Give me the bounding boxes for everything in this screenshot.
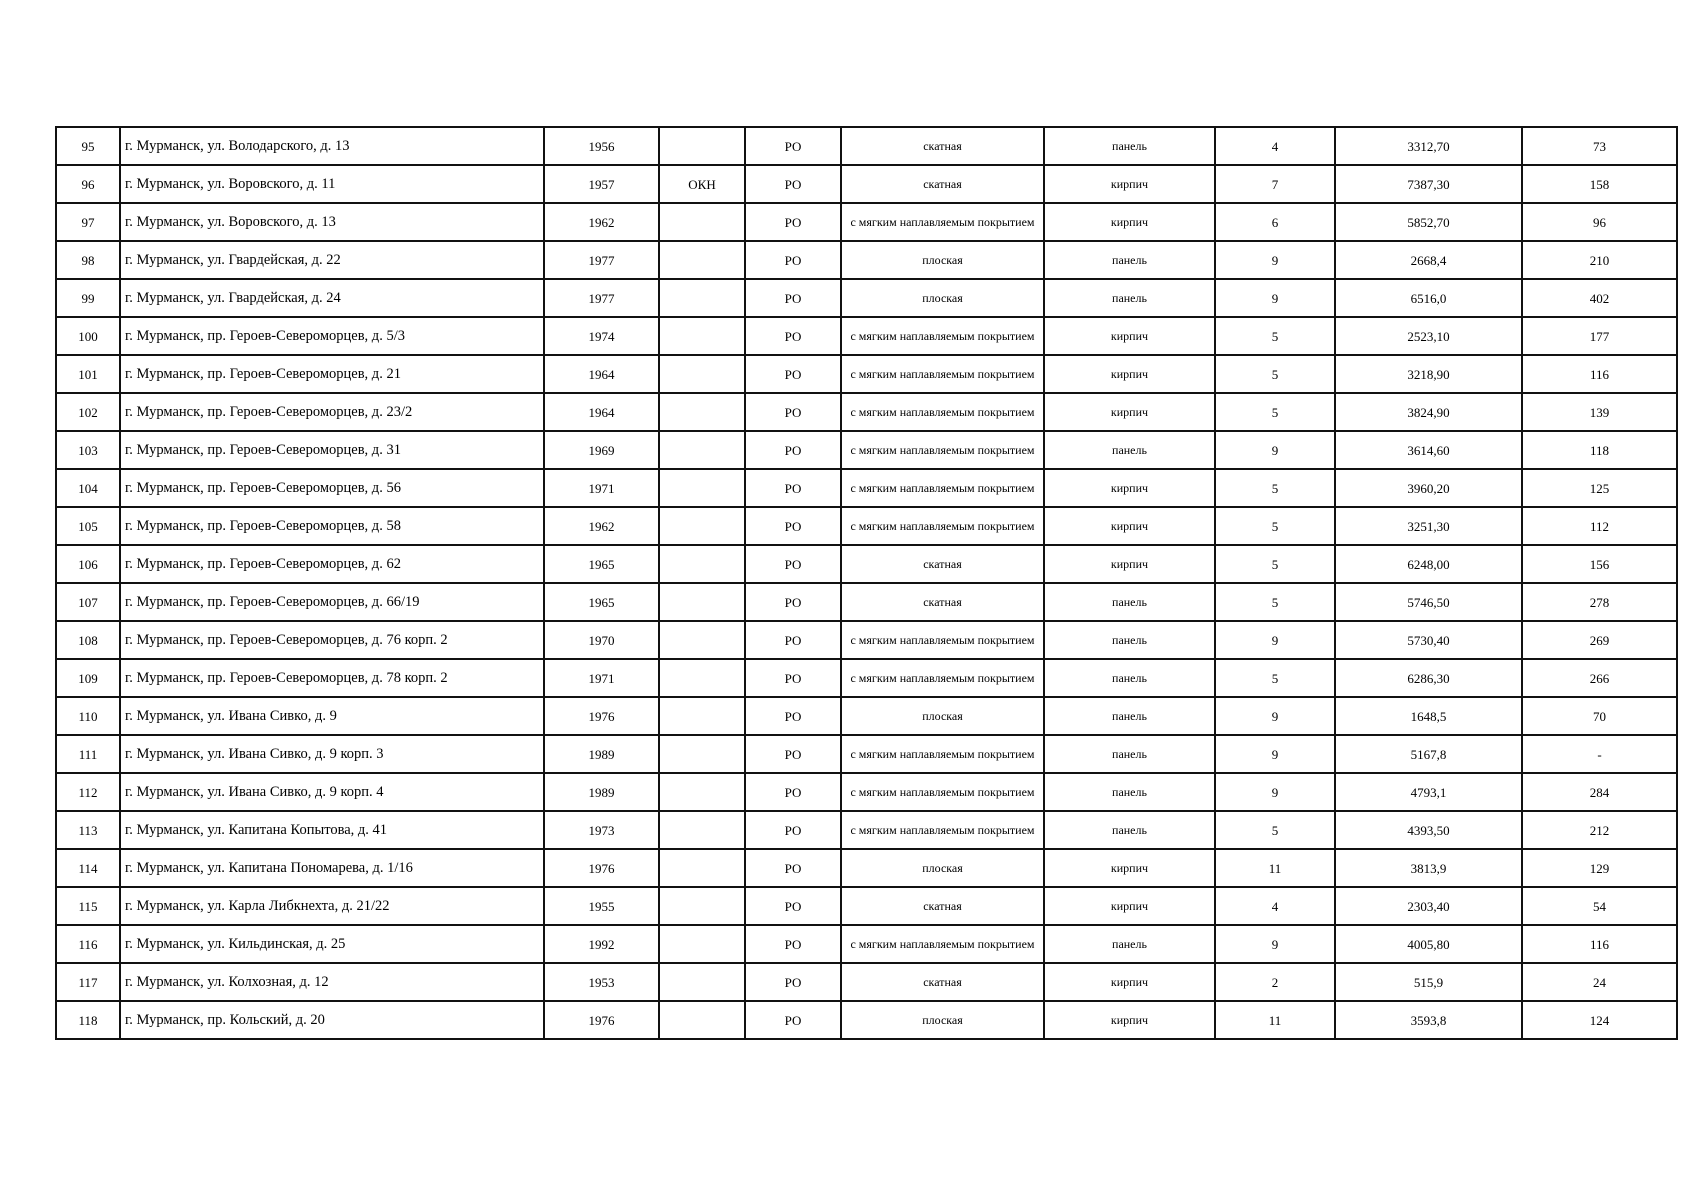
wall-material-cell: кирпич [1044,849,1215,887]
residents-cell: 266 [1522,659,1677,697]
heritage-status-cell [659,1001,745,1039]
fund-method-cell: РО [745,735,841,773]
table-row [56,583,1677,621]
row-number-cell: 110 [56,697,120,735]
address-cell: г. Мурманск, пр. Героев-Североморцев, д. 66/19 [120,583,544,621]
residents-cell: 269 [1522,621,1677,659]
heritage-status-cell [659,735,745,773]
table-row [56,355,1677,393]
year-built-cell: 1962 [544,507,659,545]
table-row [56,317,1677,355]
wall-material-cell: панель [1044,279,1215,317]
table-row [56,165,1677,203]
table-row [56,925,1677,963]
residents-cell: 124 [1522,1001,1677,1039]
wall-material-cell: панель [1044,431,1215,469]
table-row [56,279,1677,317]
residents-cell: 116 [1522,925,1677,963]
residents-cell: 112 [1522,507,1677,545]
roof-type-cell: с мягким наплавляемым покрытием [841,393,1044,431]
residents-cell: 125 [1522,469,1677,507]
roof-type-cell: скатная [841,165,1044,203]
floors-cell: 11 [1215,849,1335,887]
wall-material-cell: кирпич [1044,887,1215,925]
heritage-status-cell [659,507,745,545]
table-row [56,507,1677,545]
heritage-status-cell [659,925,745,963]
table-row [56,697,1677,735]
roof-type-cell: с мягким наплавляемым покрытием [841,431,1044,469]
address-cell: г. Мурманск, пр. Героев-Североморцев, д. 62 [120,545,544,583]
area-cell: 4005,80 [1335,925,1522,963]
area-cell: 515,9 [1335,963,1522,1001]
address-cell: г. Мурманск, ул. Ивана Сивко, д. 9 корп. 4 [120,773,544,811]
fund-method-cell: РО [745,773,841,811]
area-cell: 3960,20 [1335,469,1522,507]
wall-material-cell: панель [1044,583,1215,621]
area-cell: 3251,30 [1335,507,1522,545]
area-cell: 4793,1 [1335,773,1522,811]
table-row [56,545,1677,583]
address-cell: г. Мурманск, пр. Героев-Североморцев, д. 56 [120,469,544,507]
area-cell: 6516,0 [1335,279,1522,317]
wall-material-cell: панель [1044,773,1215,811]
address-cell: г. Мурманск, ул. Воровского, д. 11 [120,165,544,203]
table-row [56,811,1677,849]
wall-material-cell: кирпич [1044,1001,1215,1039]
floors-cell: 5 [1215,393,1335,431]
table-row [56,393,1677,431]
fund-method-cell: РО [745,849,841,887]
table-row [56,469,1677,507]
floors-cell: 9 [1215,735,1335,773]
roof-type-cell: плоская [841,849,1044,887]
table-row [56,735,1677,773]
row-number-cell: 105 [56,507,120,545]
address-cell: г. Мурманск, пр. Героев-Североморцев, д. 58 [120,507,544,545]
residents-cell: 278 [1522,583,1677,621]
area-cell: 3218,90 [1335,355,1522,393]
table-row [56,127,1677,165]
area-cell: 3614,60 [1335,431,1522,469]
heritage-status-cell [659,203,745,241]
table-row [56,849,1677,887]
roof-type-cell: скатная [841,583,1044,621]
row-number-cell: 95 [56,127,120,165]
fund-method-cell: РО [745,317,841,355]
address-cell: г. Мурманск, пр. Героев-Североморцев, д. 21 [120,355,544,393]
address-cell: г. Мурманск, ул. Гвардейская, д. 22 [120,241,544,279]
fund-method-cell: РО [745,203,841,241]
heritage-status-cell [659,963,745,1001]
residents-cell: 212 [1522,811,1677,849]
residents-cell: 156 [1522,545,1677,583]
year-built-cell: 1969 [544,431,659,469]
address-cell: г. Мурманск, пр. Героев-Североморцев, д. 31 [120,431,544,469]
fund-method-cell: РО [745,887,841,925]
year-built-cell: 1971 [544,469,659,507]
area-cell: 1648,5 [1335,697,1522,735]
housing-registry-table [55,126,1678,1040]
year-built-cell: 1992 [544,925,659,963]
year-built-cell: 1976 [544,849,659,887]
fund-method-cell: РО [745,697,841,735]
residents-cell: 24 [1522,963,1677,1001]
fund-method-cell: РО [745,431,841,469]
row-number-cell: 118 [56,1001,120,1039]
address-cell: г. Мурманск, ул. Капитана Копытова, д. 41 [120,811,544,849]
residents-cell: 210 [1522,241,1677,279]
address-cell: г. Мурманск, ул. Гвардейская, д. 24 [120,279,544,317]
residents-cell: 96 [1522,203,1677,241]
fund-method-cell: РО [745,241,841,279]
fund-method-cell: РО [745,545,841,583]
roof-type-cell: с мягким наплавляемым покрытием [841,773,1044,811]
heritage-status-cell [659,659,745,697]
wall-material-cell: панель [1044,127,1215,165]
roof-type-cell: плоская [841,279,1044,317]
wall-material-cell: кирпич [1044,393,1215,431]
row-number-cell: 100 [56,317,120,355]
area-cell: 2523,10 [1335,317,1522,355]
table-row [56,241,1677,279]
address-cell: г. Мурманск, ул. Ивана Сивко, д. 9 корп. 3 [120,735,544,773]
heritage-status-cell [659,621,745,659]
address-cell: г. Мурманск, ул. Колхозная, д. 12 [120,963,544,1001]
heritage-status-cell [659,431,745,469]
floors-cell: 9 [1215,621,1335,659]
roof-type-cell: с мягким наплавляемым покрытием [841,925,1044,963]
area-cell: 3824,90 [1335,393,1522,431]
floors-cell: 9 [1215,773,1335,811]
fund-method-cell: РО [745,621,841,659]
floors-cell: 4 [1215,887,1335,925]
residents-cell: 118 [1522,431,1677,469]
area-cell: 5167,8 [1335,735,1522,773]
heritage-status-cell [659,811,745,849]
wall-material-cell: панель [1044,241,1215,279]
roof-type-cell: с мягким наплавляемым покрытием [841,811,1044,849]
row-number-cell: 112 [56,773,120,811]
heritage-status-cell [659,773,745,811]
address-cell: г. Мурманск, ул. Капитана Пономарева, д. 1/16 [120,849,544,887]
table-row [56,431,1677,469]
year-built-cell: 1962 [544,203,659,241]
wall-material-cell: панель [1044,925,1215,963]
row-number-cell: 106 [56,545,120,583]
fund-method-cell: РО [745,1001,841,1039]
heritage-status-cell [659,849,745,887]
roof-type-cell: с мягким наплавляемым покрытием [841,659,1044,697]
row-number-cell: 98 [56,241,120,279]
year-built-cell: 1956 [544,127,659,165]
heritage-status-cell [659,241,745,279]
heritage-status-cell [659,279,745,317]
heritage-status-cell [659,469,745,507]
wall-material-cell: панель [1044,621,1215,659]
residents-cell: - [1522,735,1677,773]
address-cell: г. Мурманск, ул. Ивана Сивко, д. 9 [120,697,544,735]
roof-type-cell: скатная [841,887,1044,925]
heritage-status-cell [659,545,745,583]
row-number-cell: 116 [56,925,120,963]
residents-cell: 158 [1522,165,1677,203]
area-cell: 6248,00 [1335,545,1522,583]
floors-cell: 5 [1215,469,1335,507]
floors-cell: 9 [1215,431,1335,469]
address-cell: г. Мурманск, ул. Карла Либкнехта, д. 21/22 [120,887,544,925]
year-built-cell: 1953 [544,963,659,1001]
roof-type-cell: с мягким наплавляемым покрытием [841,621,1044,659]
fund-method-cell: РО [745,127,841,165]
row-number-cell: 111 [56,735,120,773]
area-cell: 7387,30 [1335,165,1522,203]
floors-cell: 9 [1215,279,1335,317]
year-built-cell: 1974 [544,317,659,355]
year-built-cell: 1970 [544,621,659,659]
residents-cell: 54 [1522,887,1677,925]
floors-cell: 5 [1215,317,1335,355]
row-number-cell: 107 [56,583,120,621]
fund-method-cell: РО [745,963,841,1001]
fund-method-cell: РО [745,583,841,621]
year-built-cell: 1989 [544,735,659,773]
row-number-cell: 114 [56,849,120,887]
year-built-cell: 1964 [544,355,659,393]
year-built-cell: 1955 [544,887,659,925]
heritage-status-cell [659,887,745,925]
floors-cell: 11 [1215,1001,1335,1039]
area-cell: 2668,4 [1335,241,1522,279]
address-cell: г. Мурманск, пр. Героев-Североморцев, д. 78 корп. 2 [120,659,544,697]
residents-cell: 70 [1522,697,1677,735]
table-row [56,887,1677,925]
row-number-cell: 97 [56,203,120,241]
table-row [56,203,1677,241]
fund-method-cell: РО [745,165,841,203]
year-built-cell: 1965 [544,545,659,583]
wall-material-cell: кирпич [1044,355,1215,393]
wall-material-cell: кирпич [1044,165,1215,203]
table-body [56,127,1677,1039]
fund-method-cell: РО [745,659,841,697]
address-cell: г. Мурманск, ул. Кильдинская, д. 25 [120,925,544,963]
floors-cell: 5 [1215,507,1335,545]
heritage-status-cell [659,127,745,165]
fund-method-cell: РО [745,925,841,963]
fund-method-cell: РО [745,393,841,431]
floors-cell: 2 [1215,963,1335,1001]
year-built-cell: 1964 [544,393,659,431]
roof-type-cell: с мягким наплавляемым покрытием [841,735,1044,773]
floors-cell: 5 [1215,659,1335,697]
floors-cell: 5 [1215,545,1335,583]
area-cell: 2303,40 [1335,887,1522,925]
floors-cell: 5 [1215,355,1335,393]
residents-cell: 116 [1522,355,1677,393]
floors-cell: 9 [1215,925,1335,963]
area-cell: 6286,30 [1335,659,1522,697]
area-cell: 4393,50 [1335,811,1522,849]
roof-type-cell: скатная [841,545,1044,583]
row-number-cell: 115 [56,887,120,925]
area-cell: 3312,70 [1335,127,1522,165]
heritage-status-cell [659,393,745,431]
address-cell: г. Мурманск, пр. Героев-Североморцев, д. 23/2 [120,393,544,431]
floors-cell: 5 [1215,811,1335,849]
area-cell: 5730,40 [1335,621,1522,659]
row-number-cell: 99 [56,279,120,317]
floors-cell: 5 [1215,583,1335,621]
row-number-cell: 117 [56,963,120,1001]
fund-method-cell: РО [745,355,841,393]
year-built-cell: 1977 [544,279,659,317]
fund-method-cell: РО [745,469,841,507]
table-row [56,621,1677,659]
address-cell: г. Мурманск, пр. Кольский, д. 20 [120,1001,544,1039]
floors-cell: 6 [1215,203,1335,241]
heritage-status-cell [659,583,745,621]
heritage-status-cell [659,355,745,393]
table-row [56,1001,1677,1039]
year-built-cell: 1977 [544,241,659,279]
address-cell: г. Мурманск, ул. Володарского, д. 13 [120,127,544,165]
area-cell: 3813,9 [1335,849,1522,887]
row-number-cell: 104 [56,469,120,507]
year-built-cell: 1976 [544,1001,659,1039]
floors-cell: 9 [1215,697,1335,735]
roof-type-cell: с мягким наплавляемым покрытием [841,355,1044,393]
wall-material-cell: кирпич [1044,963,1215,1001]
year-built-cell: 1965 [544,583,659,621]
roof-type-cell: плоская [841,1001,1044,1039]
address-cell: г. Мурманск, пр. Героев-Североморцев, д. 76 корп. 2 [120,621,544,659]
row-number-cell: 103 [56,431,120,469]
roof-type-cell: с мягким наплавляемым покрытием [841,317,1044,355]
row-number-cell: 101 [56,355,120,393]
area-cell: 3593,8 [1335,1001,1522,1039]
residents-cell: 177 [1522,317,1677,355]
residents-cell: 284 [1522,773,1677,811]
wall-material-cell: кирпич [1044,469,1215,507]
wall-material-cell: панель [1044,811,1215,849]
wall-material-cell: кирпич [1044,317,1215,355]
roof-type-cell: с мягким наплавляемым покрытием [841,203,1044,241]
table-row [56,963,1677,1001]
year-built-cell: 1973 [544,811,659,849]
fund-method-cell: РО [745,507,841,545]
roof-type-cell: плоская [841,241,1044,279]
heritage-status-cell: ОКН [659,165,745,203]
roof-type-cell: с мягким наплавляемым покрытием [841,507,1044,545]
table-row [56,659,1677,697]
wall-material-cell: панель [1044,735,1215,773]
row-number-cell: 108 [56,621,120,659]
year-built-cell: 1957 [544,165,659,203]
wall-material-cell: кирпич [1044,203,1215,241]
roof-type-cell: плоская [841,697,1044,735]
address-cell: г. Мурманск, ул. Воровского, д. 13 [120,203,544,241]
row-number-cell: 113 [56,811,120,849]
floors-cell: 9 [1215,241,1335,279]
heritage-status-cell [659,317,745,355]
wall-material-cell: панель [1044,659,1215,697]
row-number-cell: 109 [56,659,120,697]
row-number-cell: 102 [56,393,120,431]
residents-cell: 402 [1522,279,1677,317]
residents-cell: 139 [1522,393,1677,431]
roof-type-cell: скатная [841,127,1044,165]
roof-type-cell: скатная [841,963,1044,1001]
wall-material-cell: панель [1044,697,1215,735]
area-cell: 5746,50 [1335,583,1522,621]
row-number-cell: 96 [56,165,120,203]
table-row [56,773,1677,811]
residents-cell: 129 [1522,849,1677,887]
fund-method-cell: РО [745,811,841,849]
wall-material-cell: кирпич [1044,507,1215,545]
year-built-cell: 1976 [544,697,659,735]
address-cell: г. Мурманск, пр. Героев-Североморцев, д. 5/3 [120,317,544,355]
wall-material-cell: кирпич [1044,545,1215,583]
roof-type-cell: с мягким наплавляемым покрытием [841,469,1044,507]
area-cell: 5852,70 [1335,203,1522,241]
floors-cell: 4 [1215,127,1335,165]
year-built-cell: 1971 [544,659,659,697]
heritage-status-cell [659,697,745,735]
year-built-cell: 1989 [544,773,659,811]
residents-cell: 73 [1522,127,1677,165]
fund-method-cell: РО [745,279,841,317]
floors-cell: 7 [1215,165,1335,203]
